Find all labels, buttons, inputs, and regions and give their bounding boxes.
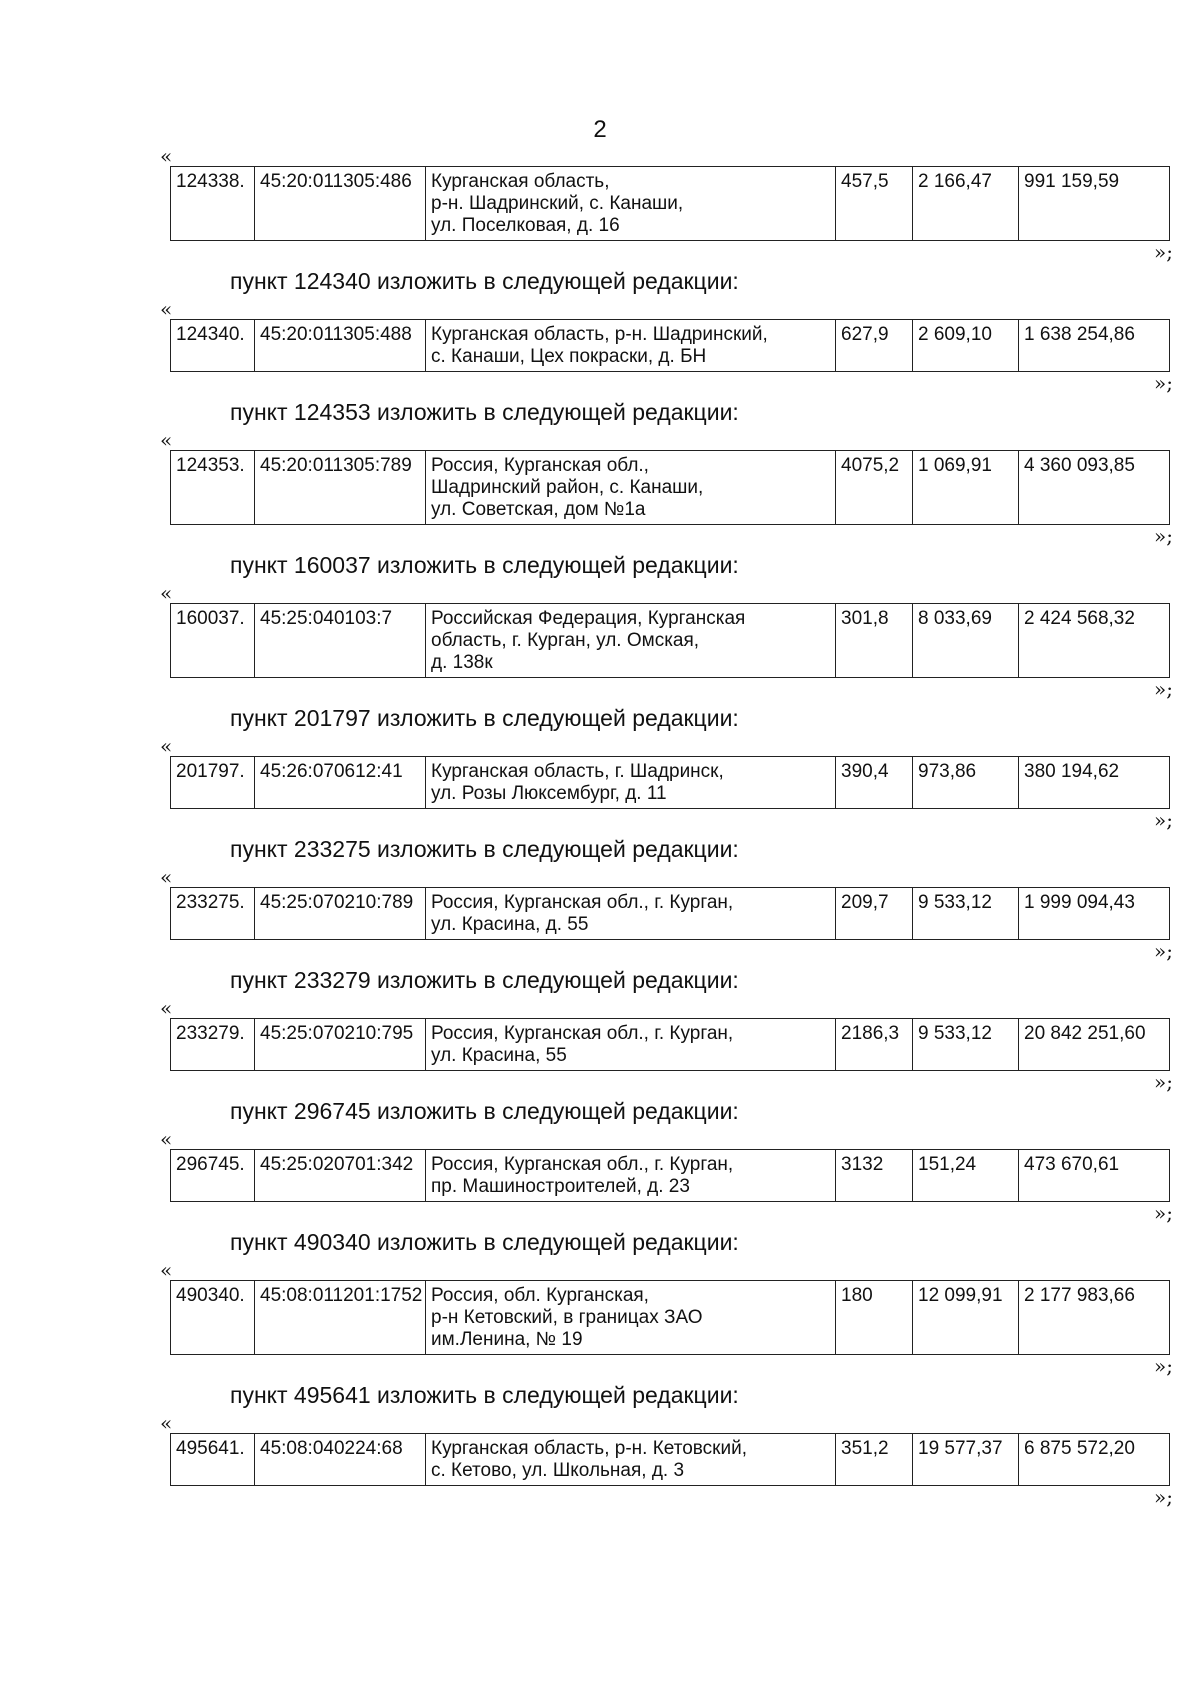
property-table (170, 756, 1170, 809)
row-number-cell: 201797. (171, 757, 255, 809)
area-cell: 3132 (836, 1150, 913, 1202)
table-row (171, 320, 1170, 372)
property-table (170, 1149, 1170, 1202)
amendment-entry (160, 831, 1173, 963)
cadastral-value-cell: 20 842 251,60 (1019, 1019, 1170, 1071)
opening-quote: « (160, 996, 173, 1020)
amendment-instruction: пункт 124353 изложить в следующей редакции: (230, 399, 739, 425)
opening-quote: « (160, 734, 173, 758)
cadastral-value-cell: 1 638 254,86 (1019, 320, 1170, 372)
specific-value-cell: 2 609,10 (913, 320, 1019, 372)
closing-quote: »; (1154, 371, 1173, 395)
closing-quote: »; (1154, 240, 1173, 264)
opening-quote: « (160, 297, 173, 321)
opening-quote: « (160, 1258, 173, 1282)
cadastral-number-cell: 45:25:040103:7 (255, 604, 426, 678)
opening-quote: « (160, 581, 173, 605)
table-row (171, 167, 1170, 241)
opening-quote: « (160, 1411, 173, 1435)
table-row (171, 1019, 1170, 1071)
property-table (170, 450, 1170, 525)
address-cell: Курганская область, р-н. Кетовский, с. Кетово, ул. Школьная, д. 3 (426, 1434, 836, 1486)
area-cell: 390,4 (836, 757, 913, 809)
address-cell: Россия, Курганская обл., Шадринский район, с. Канаши, ул. Советская, дом №1а (426, 451, 836, 525)
cadastral-number-cell: 45:20:011305:486 (255, 167, 426, 241)
opening-quote: « (160, 1127, 173, 1151)
area-cell: 457,5 (836, 167, 913, 241)
specific-value-cell: 9 533,12 (913, 888, 1019, 940)
cadastral-number-cell: 45:08:011201:1752 (255, 1281, 426, 1355)
cadastral-value-cell: 473 670,61 (1019, 1150, 1170, 1202)
amendment-instruction: пункт 201797 изложить в следующей редакции: (230, 705, 739, 731)
closing-quote: »; (1154, 1201, 1173, 1225)
cadastral-value-cell: 6 875 572,20 (1019, 1434, 1170, 1486)
table-row (171, 1150, 1170, 1202)
amendment-entry (160, 263, 1173, 395)
cadastral-value-cell: 991 159,59 (1019, 167, 1170, 241)
specific-value-cell: 2 166,47 (913, 167, 1019, 241)
row-number-cell: 124340. (171, 320, 255, 372)
specific-value-cell: 1 069,91 (913, 451, 1019, 525)
cadastral-number-cell: 45:20:011305:488 (255, 320, 426, 372)
cadastral-value-cell: 2 177 983,66 (1019, 1281, 1170, 1355)
row-number-cell: 296745. (171, 1150, 255, 1202)
page-number: 2 (593, 116, 607, 143)
row-number-cell: 124353. (171, 451, 255, 525)
address-cell: Курганская область, г. Шадринск, ул. Розы Люксембург, д. 11 (426, 757, 836, 809)
table-row (171, 604, 1170, 678)
area-cell: 301,8 (836, 604, 913, 678)
area-cell: 351,2 (836, 1434, 913, 1486)
address-cell: Россия, обл. Курганская, р-н Кетовский, в границах ЗАО им.Ленина, № 19 (426, 1281, 836, 1355)
table-row (171, 888, 1170, 940)
closing-quote: »; (1154, 1485, 1173, 1509)
amendment-entry (160, 700, 1173, 832)
closing-quote: »; (1154, 677, 1173, 701)
closing-quote: »; (1154, 1354, 1173, 1378)
amendment-entry (160, 144, 1173, 264)
closing-quote: »; (1154, 808, 1173, 832)
property-table (170, 166, 1170, 241)
area-cell: 2186,3 (836, 1019, 913, 1071)
amendment-entry (160, 394, 1173, 548)
amendment-entry (160, 547, 1173, 701)
address-cell: Курганская область, р-н. Шадринский, с. Канаши, Цех покраски, д. БН (426, 320, 836, 372)
opening-quote: « (160, 144, 173, 168)
row-number-cell: 160037. (171, 604, 255, 678)
specific-value-cell: 973,86 (913, 757, 1019, 809)
amendment-entry (160, 962, 1173, 1094)
amendment-instruction: пункт 233279 изложить в следующей редакции: (230, 967, 739, 993)
table-row (171, 1281, 1170, 1355)
amendment-list (160, 144, 1173, 1509)
cadastral-number-cell: 45:26:070612:41 (255, 757, 426, 809)
property-table (170, 1018, 1170, 1071)
property-table (170, 1433, 1170, 1486)
closing-quote: »; (1154, 1070, 1173, 1094)
amendment-entry (160, 1093, 1173, 1225)
cadastral-value-cell: 1 999 094,43 (1019, 888, 1170, 940)
row-number-cell: 233279. (171, 1019, 255, 1071)
address-cell: Россия, Курганская обл., г. Курган, ул. Красина, 55 (426, 1019, 836, 1071)
property-table (170, 319, 1170, 372)
amendment-instruction: пункт 160037 изложить в следующей редакции: (230, 552, 739, 578)
opening-quote: « (160, 428, 173, 452)
specific-value-cell: 12 099,91 (913, 1281, 1019, 1355)
amendment-instruction: пункт 233275 изложить в следующей редакции: (230, 836, 739, 862)
address-cell: Россия, Курганская обл., г. Курган, пр. Машиностроителей, д. 23 (426, 1150, 836, 1202)
cadastral-number-cell: 45:20:011305:789 (255, 451, 426, 525)
specific-value-cell: 19 577,37 (913, 1434, 1019, 1486)
specific-value-cell: 9 533,12 (913, 1019, 1019, 1071)
specific-value-cell: 8 033,69 (913, 604, 1019, 678)
address-cell: Россия, Курганская обл., г. Курган, ул. Красина, д. 55 (426, 888, 836, 940)
amendment-instruction: пункт 124340 изложить в следующей редакции: (230, 268, 739, 294)
area-cell: 4075,2 (836, 451, 913, 525)
area-cell: 209,7 (836, 888, 913, 940)
address-cell: Курганская область, р-н. Шадринский, с. Канаши, ул. Поселковая, д. 16 (426, 167, 836, 241)
address-cell: Российская Федерация, Курганская область, г. Курган, ул. Омская, д. 138к (426, 604, 836, 678)
cadastral-number-cell: 45:25:070210:789 (255, 888, 426, 940)
amendment-entry (160, 1224, 1173, 1378)
amendment-entry (160, 1377, 1173, 1509)
specific-value-cell: 151,24 (913, 1150, 1019, 1202)
closing-quote: »; (1154, 939, 1173, 963)
row-number-cell: 490340. (171, 1281, 255, 1355)
area-cell: 627,9 (836, 320, 913, 372)
amendment-instruction: пункт 495641 изложить в следующей редакции: (230, 1382, 739, 1408)
cadastral-number-cell: 45:25:070210:795 (255, 1019, 426, 1071)
closing-quote: »; (1154, 524, 1173, 548)
row-number-cell: 124338. (171, 167, 255, 241)
row-number-cell: 495641. (171, 1434, 255, 1486)
amendment-instruction: пункт 490340 изложить в следующей редакции: (230, 1229, 739, 1255)
area-cell: 180 (836, 1281, 913, 1355)
row-number-cell: 233275. (171, 888, 255, 940)
cadastral-value-cell: 380 194,62 (1019, 757, 1170, 809)
cadastral-value-cell: 2 424 568,32 (1019, 604, 1170, 678)
table-row (171, 451, 1170, 525)
amendment-instruction: пункт 296745 изложить в следующей редакции: (230, 1098, 739, 1124)
property-table (170, 887, 1170, 940)
table-row (171, 757, 1170, 809)
opening-quote: « (160, 865, 173, 889)
property-table (170, 1280, 1170, 1355)
table-row (171, 1434, 1170, 1486)
cadastral-number-cell: 45:25:020701:342 (255, 1150, 426, 1202)
property-table (170, 603, 1170, 678)
cadastral-number-cell: 45:08:040224:68 (255, 1434, 426, 1486)
cadastral-value-cell: 4 360 093,85 (1019, 451, 1170, 525)
